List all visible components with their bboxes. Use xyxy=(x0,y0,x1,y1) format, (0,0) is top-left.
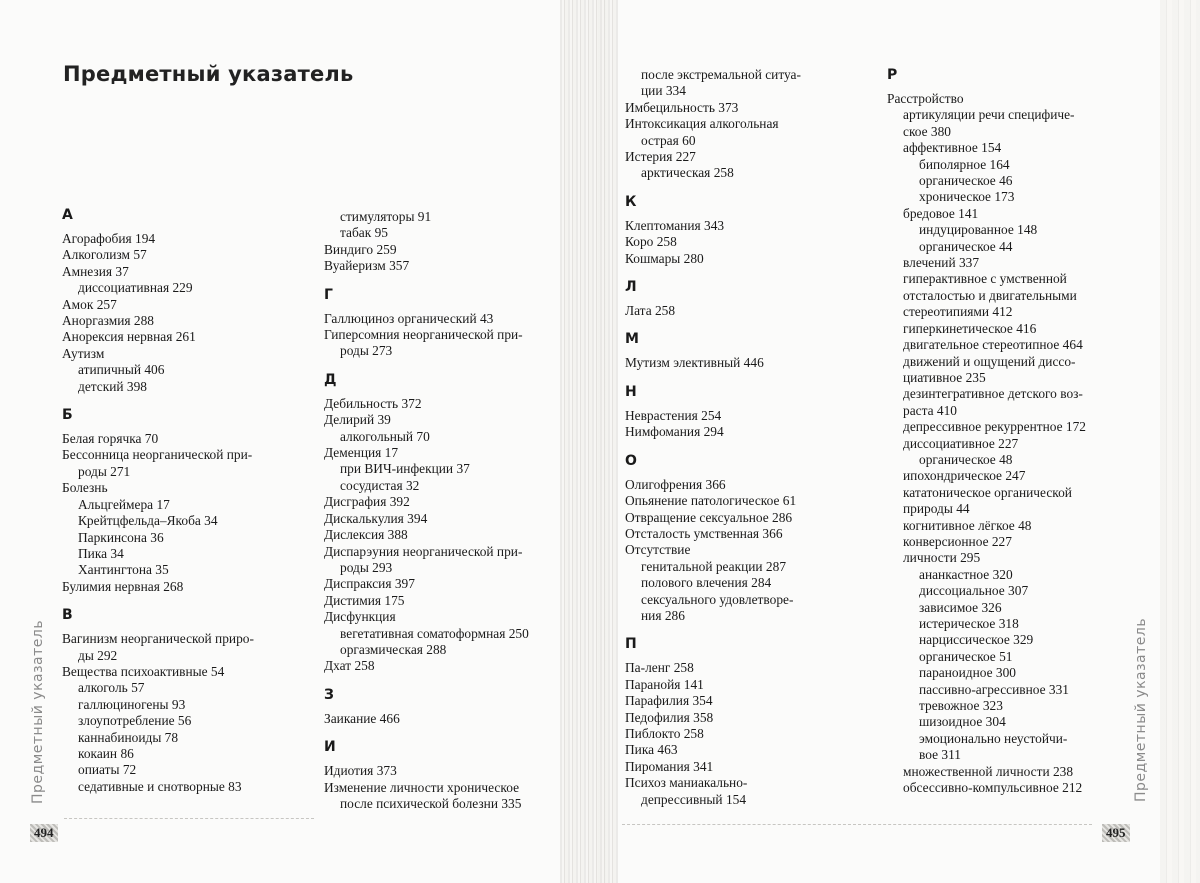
index-letter-heading: Г xyxy=(324,286,333,303)
index-entry: алкоголь 57 xyxy=(78,680,145,696)
index-letter-heading: Д xyxy=(324,371,337,388)
index-entry: каннабиноиды 78 xyxy=(78,729,179,745)
index-entry: Агорафобия 194 xyxy=(62,231,156,246)
index-entry: дезинтегративное детского воз- xyxy=(903,386,1083,402)
index-entry: Паранойя 141 xyxy=(625,676,704,692)
index-letter-heading: А xyxy=(62,207,73,223)
index-entry: кататоническое органической xyxy=(903,484,1072,500)
index-entry: Отсталость умственная 366 xyxy=(625,525,783,541)
index-entry: аффективное 154 xyxy=(903,140,1002,156)
index-letter-heading: И xyxy=(324,739,336,756)
index-entry: Парафилия 354 xyxy=(625,693,713,709)
index-entry: Интоксикация алкогольная xyxy=(625,116,779,132)
index-entry: ананкастное 320 xyxy=(919,566,1013,582)
index-entry: Пиромания 341 xyxy=(625,758,714,774)
index-entry: истерическое 318 xyxy=(919,616,1019,631)
index-entry: Коро 258 xyxy=(625,234,677,250)
index-entry: роды 273 xyxy=(340,343,393,359)
index-entry: Булимия нервная 268 xyxy=(62,578,184,594)
index-entry: органическое 44 xyxy=(919,238,1013,254)
index-entry: Паркинсона 36 xyxy=(78,529,164,545)
index-entry: оргазмическая 288 xyxy=(340,641,447,657)
index-entry: депрессивное рекуррентное 172 xyxy=(903,419,1086,435)
index-entry: Дхат 258 xyxy=(324,658,375,674)
index-entry: ды 292 xyxy=(78,647,118,663)
index-entry: Вещества психоактивные 54 xyxy=(62,663,225,679)
index-entry: ипохондрическое 247 xyxy=(903,468,1026,484)
footer-rule-right xyxy=(622,824,1092,825)
index-entry: Мутизм элективный 446 xyxy=(625,355,764,371)
index-entry: опиаты 72 xyxy=(78,762,137,778)
index-entry: Истерия 227 xyxy=(625,149,696,165)
index-entry: движений и ощущений диссо- xyxy=(903,353,1076,369)
index-entry: Вуайеризм 357 xyxy=(324,258,410,274)
index-entry: алкогольный 70 xyxy=(340,428,430,444)
index-entry: биполярное 164 xyxy=(919,156,1010,172)
index-entry: диссоциативное 227 xyxy=(903,435,1019,451)
index-entry: циативное 235 xyxy=(903,369,986,385)
index-entry: Болезнь xyxy=(62,480,108,496)
index-entry: параноидное 300 xyxy=(919,665,1016,681)
index-entry: Опьянение патологическое 61 xyxy=(625,493,797,509)
index-letter-heading: Р xyxy=(887,67,898,83)
page-edge-shadow xyxy=(1160,0,1200,883)
index-entry: эмоционально неустойчи- xyxy=(919,730,1068,746)
index-entry: двигательное стереотипное 464 xyxy=(903,337,1083,353)
index-column-2 xyxy=(324,209,569,812)
index-entry: острая 60 xyxy=(641,132,696,148)
index-entry: Амок 257 xyxy=(62,296,117,312)
index-entry: стереотипиями 412 xyxy=(903,304,1013,320)
index-entry: Бессонница неорганической при- xyxy=(62,447,253,463)
index-entry: диссоциальное 307 xyxy=(919,583,1029,599)
index-entry: Пиблокто 258 xyxy=(625,725,704,741)
index-entry: Дебильность 372 xyxy=(324,395,422,411)
index-entry: зависимое 326 xyxy=(919,599,1002,615)
index-entry: Имбецильность 373 xyxy=(625,99,739,115)
index-entry: галлюциногены 93 xyxy=(78,696,186,712)
index-entry: нарциссическое 329 xyxy=(919,632,1034,648)
index-entry: Вагинизм неорганической приро- xyxy=(62,631,254,647)
index-entry: множественной личности 238 xyxy=(903,763,1074,779)
index-entry: Отсутствие xyxy=(625,542,691,558)
index-entry: Дисграфия 392 xyxy=(324,494,410,510)
index-entry: органическое 51 xyxy=(919,648,1013,664)
index-entry: пассивно-агрессивное 331 xyxy=(919,681,1069,697)
index-entry: Алкоголизм 57 xyxy=(62,247,147,263)
index-entry: Виндиго 259 xyxy=(324,241,397,257)
index-entry: Неврастения 254 xyxy=(625,407,722,423)
index-entry: после психической болезни 335 xyxy=(340,795,522,811)
index-entry: артикуляции речи специфиче- xyxy=(903,107,1075,123)
index-entry: Белая горячка 70 xyxy=(62,431,159,447)
index-letter-heading: П xyxy=(625,636,637,653)
index-letter-heading: М xyxy=(625,331,639,348)
index-entry: Диспраксия 397 xyxy=(324,576,415,592)
page-title: Предметный указатель xyxy=(63,62,354,86)
index-entry: после экстремальной ситуа- xyxy=(641,67,801,82)
footer-rule-left xyxy=(64,818,314,819)
index-entry: Амнезия 37 xyxy=(62,263,129,279)
index-entry: Делирий 39 xyxy=(324,412,391,428)
running-head-left: Предметный указатель xyxy=(30,619,46,804)
index-entry: Педофилия 358 xyxy=(625,709,714,725)
index-entry: гиперкинетическое 416 xyxy=(903,320,1037,336)
index-entry: индуцированное 148 xyxy=(919,222,1038,238)
index-column-4 xyxy=(887,67,1152,796)
index-entry: при ВИЧ-инфекции 37 xyxy=(340,461,470,477)
index-entry: стимуляторы 91 xyxy=(340,209,432,224)
index-entry: Хантингтона 35 xyxy=(78,562,169,578)
index-entry: Лата 258 xyxy=(625,303,676,319)
index-entry: Изменение личности хроническое xyxy=(324,779,520,795)
index-entry: вое 311 xyxy=(919,747,961,763)
index-entry: роды 271 xyxy=(78,463,131,479)
index-entry: полового влечения 284 xyxy=(641,575,772,591)
index-entry: злоупотребление 56 xyxy=(78,713,192,729)
index-entry: бредовое 141 xyxy=(903,205,979,221)
index-entry: Гиперсомния неорганической при- xyxy=(324,327,523,343)
index-column-1 xyxy=(62,207,312,795)
index-entry: вегетативная соматоформная 250 xyxy=(340,625,529,641)
index-entry: Аноргазмия 288 xyxy=(62,313,154,329)
index-letter-heading: О xyxy=(625,452,637,469)
index-entry: раста 410 xyxy=(903,402,957,418)
index-entry: Идиотия 373 xyxy=(324,763,397,779)
index-letter-heading: К xyxy=(625,193,637,210)
index-entry: влечений 337 xyxy=(903,255,980,271)
index-entry: когнитивное лёгкое 48 xyxy=(903,517,1032,533)
index-letter-heading: Л xyxy=(625,279,637,296)
index-column-3 xyxy=(625,67,860,808)
index-entry: Анорексия нервная 261 xyxy=(62,329,196,345)
index-entry: Пика 34 xyxy=(78,545,124,561)
index-entry: Расстройство xyxy=(887,91,964,106)
index-entry: Нимфомания 294 xyxy=(625,424,724,440)
index-entry: Клептомания 343 xyxy=(625,217,725,233)
index-entry: Пика 463 xyxy=(625,742,678,758)
index-entry: арктическая 258 xyxy=(641,165,734,181)
index-entry: сексуального удовлетворе- xyxy=(641,591,794,607)
running-head-right: Предметный указатель xyxy=(1133,617,1149,802)
index-entry: детский 398 xyxy=(78,378,147,394)
index-entry: атипичный 406 xyxy=(78,362,165,378)
index-entry: роды 293 xyxy=(340,559,393,575)
index-entry: Крейтцфельда–Якоба 34 xyxy=(78,513,218,529)
index-entry: табак 95 xyxy=(340,225,388,241)
index-entry: природы 44 xyxy=(903,501,970,517)
index-entry: Диспарэуния неорганической при- xyxy=(324,543,523,559)
index-entry: личности 295 xyxy=(903,550,981,566)
page-number-right: 495 xyxy=(1102,824,1130,842)
index-entry: Дискалькулия 394 xyxy=(324,510,428,526)
index-entry: кокаин 86 xyxy=(78,745,134,761)
index-entry: конверсионное 227 xyxy=(903,533,1012,549)
index-letter-heading: В xyxy=(62,607,73,624)
index-entry: обсессивно-компульсивное 212 xyxy=(903,780,1083,796)
index-entry: шизоидное 304 xyxy=(919,714,1006,730)
index-entry: ское 380 xyxy=(903,123,952,139)
page-number-left: 494 xyxy=(30,824,58,842)
index-entry: Кошмары 280 xyxy=(625,250,704,266)
index-entry: тревожное 323 xyxy=(919,698,1003,714)
index-entry: диссоциативная 229 xyxy=(78,280,193,296)
index-entry: отсталостью и двигательными xyxy=(903,287,1077,303)
index-entry: Психоз маниакально- xyxy=(625,775,748,791)
index-entry: органическое 46 xyxy=(919,173,1013,189)
index-entry: Аутизм xyxy=(62,345,105,361)
index-entry: сосудистая 32 xyxy=(340,477,420,493)
index-entry: хроническое 173 xyxy=(919,189,1015,205)
index-entry: гиперактивное с умственной xyxy=(903,271,1067,287)
index-entry: седативные и снотворные 83 xyxy=(78,778,242,794)
index-entry: Отвращение сексуальное 286 xyxy=(625,509,793,525)
index-entry: Дистимия 175 xyxy=(324,592,405,608)
index-entry: Галлюциноз органический 43 xyxy=(324,310,494,326)
index-letter-heading: З xyxy=(324,686,334,703)
index-letter-heading: Н xyxy=(625,383,637,400)
index-entry: Олигофрения 366 xyxy=(625,476,726,492)
index-entry: Дислексия 388 xyxy=(324,527,408,543)
index-entry: Альцгеймера 17 xyxy=(78,496,170,512)
index-entry: ния 286 xyxy=(641,607,685,623)
index-entry: Дисфункция xyxy=(324,609,396,625)
index-entry: Па-ленг 258 xyxy=(625,660,694,676)
index-entry: ции 334 xyxy=(641,83,686,99)
index-entry: органическое 48 xyxy=(919,451,1013,467)
index-entry: генитальной реакции 287 xyxy=(641,558,787,574)
index-entry: Заикание 466 xyxy=(324,710,400,726)
index-letter-heading: Б xyxy=(62,407,73,424)
index-entry: депрессивный 154 xyxy=(641,791,747,807)
index-entry: Деменция 17 xyxy=(324,445,399,461)
